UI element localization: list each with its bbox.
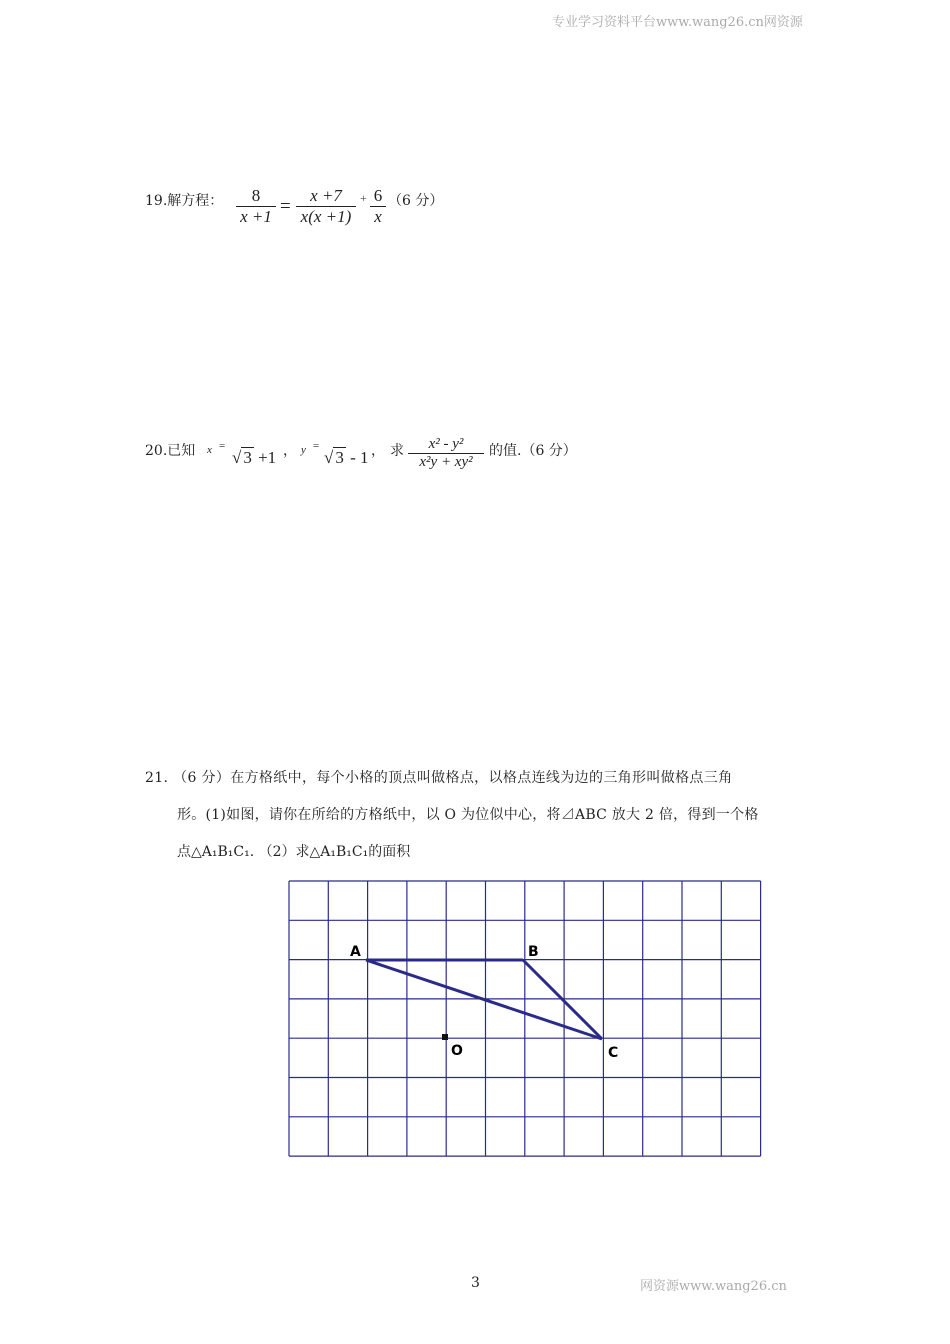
q19-frac1-denominator: x +1 — [240, 207, 272, 226]
footer-watermark: 网资源www.wang26.cn — [640, 1279, 787, 1294]
point-o-marker — [442, 1034, 448, 1040]
q20-sqrt1-radicand: 3 — [243, 448, 252, 467]
page-number: 3 — [471, 1275, 480, 1291]
q20-suffix: 的值.（6 分） — [489, 443, 577, 459]
q20-sqrt2-radicand: 3 — [335, 448, 344, 467]
q20-qiu: 求 — [390, 443, 404, 459]
q20-comma2: ， — [371, 443, 385, 459]
q19-fraction-3 — [370, 186, 386, 227]
label-a: A — [350, 944, 361, 960]
q19-fraction-1 — [236, 186, 276, 227]
q20-fraction — [408, 436, 484, 471]
q19-fraction-2 — [296, 186, 356, 227]
q20-tail1: +1 — [258, 448, 277, 467]
q21-line-1: 21. （6 分）在方格纸中，每个小格的顶点叫做格点，以格点连线为边的三角形叫做格点三角 — [145, 770, 733, 786]
q19-equals: = — [280, 196, 291, 217]
q19-frac3-denominator: x — [374, 207, 382, 226]
grid-lines — [289, 881, 761, 1156]
q19-frac2-denominator: x(x +1) — [300, 207, 352, 226]
q19-frac2-numerator: x +7 — [310, 186, 342, 205]
header-watermark: 专业学习资料平台www.wang26.cn网资源 — [552, 15, 803, 30]
q20-frac-numerator: x² - y² — [428, 436, 464, 452]
q21-line-3: 点△A₁B₁C₁. （2）求△A₁B₁C₁的面积 — [177, 844, 411, 860]
q21-line-2: 形。(1)如图，请你在所给的方格纸中，以 O 为位似中心，将⊿ABC 放大 2 倍，得到一个格 — [177, 807, 759, 823]
q20-tail2: - 1 — [350, 448, 369, 467]
label-b: B — [528, 944, 539, 960]
q20-frac-denominator: x²y + xy² — [419, 454, 473, 470]
q19-plus: + — [360, 191, 367, 205]
q20-prefix: 20.已知 — [145, 443, 196, 459]
label-c: C — [608, 1045, 619, 1061]
q20-eq2: = — [313, 440, 320, 452]
q20-comma1: ， — [283, 443, 297, 459]
q19-prefix: 19.解方程： — [145, 193, 224, 209]
q20-sqrt-expr-1: √ 3 +1 — [232, 448, 277, 467]
q20-x-var: x — [207, 444, 212, 456]
q20-sqrt-expr-2: √ 3 - 1 — [324, 448, 369, 467]
q20-y-var: y — [301, 444, 306, 456]
q19-frac1-numerator: 8 — [251, 186, 261, 205]
q19-score: （6 分） — [388, 193, 444, 209]
label-o: O — [451, 1043, 463, 1059]
q20-eq1: = — [219, 440, 226, 452]
q19-frac3-numerator: 6 — [373, 186, 383, 205]
grid-figure — [280, 872, 775, 1192]
